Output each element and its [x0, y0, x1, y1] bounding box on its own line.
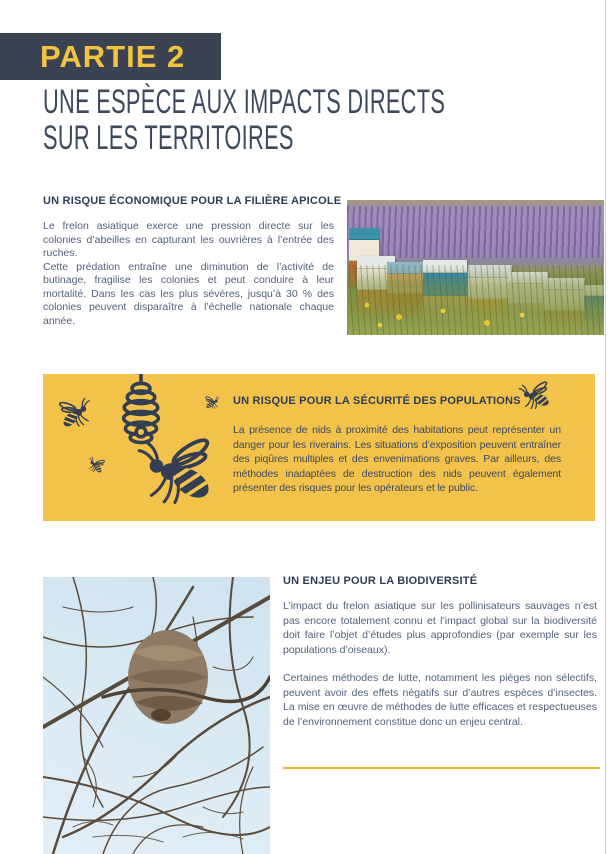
- heading-enjeu-biodiversite: UN ENJEU POUR LA BIODIVERSITÉ: [283, 575, 478, 587]
- grass-foreground: [347, 265, 604, 335]
- lavender-field: [347, 206, 604, 258]
- hornet-icon: [203, 396, 220, 411]
- page-title-line1: UNE ESPÈCE AUX IMPACTS DIRECTS: [43, 83, 446, 121]
- text-enjeu-biodiversite: [283, 599, 597, 729]
- text-risque-economique: [43, 220, 334, 328]
- heading-risque-securite: UN RISQUE POUR LA SÉCURITÉ DES POPULATIONS: [233, 395, 521, 407]
- beehives-lavender-photo: [347, 200, 604, 335]
- text-risque-securite: La présence de nids à proximité des habitations peut représenter un danger pour les riverains. Les situations d’exposition peuvent entraîner des piqûres multiples et des envenimations graves. Par ailleurs, des méthodes inadaptées de destruction des nids peuvent également présenter des risques pour les opérateurs et le public.: [233, 424, 561, 494]
- hornet-icon: [54, 397, 94, 435]
- page-title-line2: SUR LES TERRITOIRES: [43, 119, 294, 157]
- safety-callout-box: [43, 374, 595, 521]
- page-title: [43, 84, 610, 156]
- paragraph: Cette prédation entraîne une diminution de l’activité de butinage, fragilise les colonies et peut conduire à leur mortalité. Dans les cas les plus sévères, jusqu’à 30 % des colonies peuvent disparaître à l’échelle nationale chaque année.: [43, 260, 334, 327]
- part-label: PARTIE 2: [40, 38, 186, 74]
- hornet-nest-photo: [43, 577, 270, 854]
- paragraph: L’impact du frelon asiatique sur les pollinisateurs sauvages n’est pas encore totalement connu et l’impact global sur la biodiversité doit faire l’objet d’études plus approfondies (par exemple sur les populations d’oiseaux).: [283, 600, 597, 656]
- hornet-icon: [136, 434, 226, 517]
- heading-risque-economique: UN RISQUE ÉCONOMIQUE POUR LA FILIÈRE APICOLE: [43, 195, 342, 207]
- yellow-divider-line: [283, 767, 600, 769]
- hornet-icon: [518, 379, 557, 415]
- nest-tree-illustration: [43, 577, 270, 854]
- part-banner: [0, 33, 221, 80]
- paragraph: Le frelon asiatique exerce une pression directe sur les colonies d’abeilles en capturant les ouvrières à l’entrée des ruches.: [43, 220, 334, 259]
- hornet-icon: [85, 456, 108, 477]
- paragraph: Certaines méthodes de lutte, notamment les pièges non sélectifs, peuvent avoir des effets négatifs sur d’autres espèces d’insectes. La mise en œuvre de méthodes de lutte efficaces et respectueuses de l’environnement constitue donc un enjeu central.: [283, 672, 597, 728]
